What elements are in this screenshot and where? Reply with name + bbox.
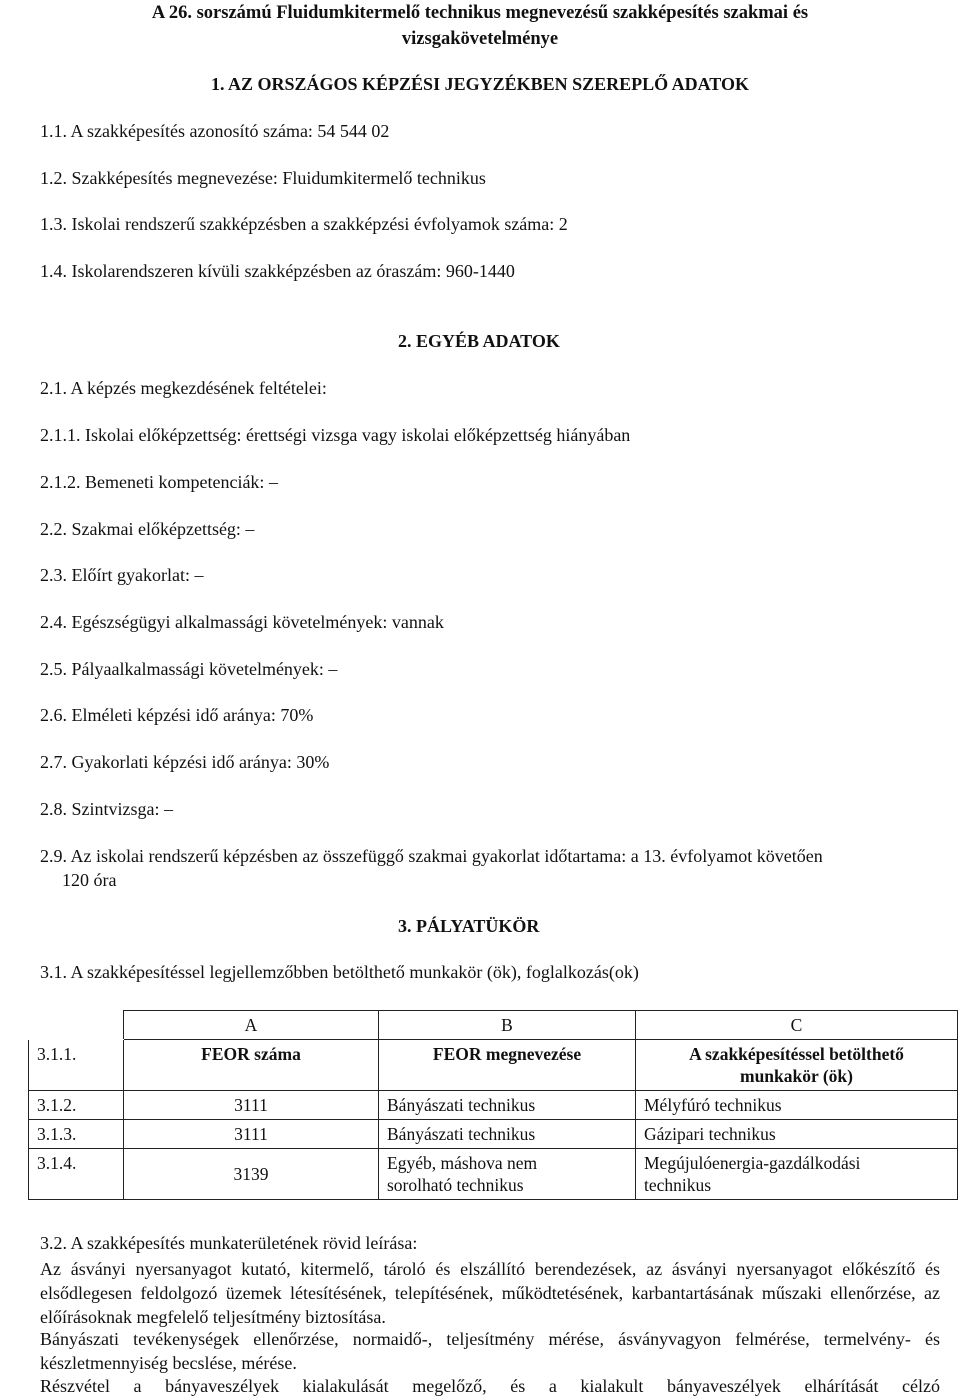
section-3-heading: 3. PÁLYATÜKÖR	[398, 916, 540, 936]
item-1-1: 1.1. A szakképesítés azonosító száma: 54 544 02	[40, 121, 390, 141]
item-1-2: 1.2. Szakképesítés megnevezése: Fluidumkitermelő technikus	[40, 168, 486, 188]
header-job-title	[636, 1040, 958, 1091]
item-2-7: 2.7. Gyakorlati képzési idő aránya: 30%	[40, 752, 330, 772]
description-paragraph-2: Bányászati tevékenységek ellenőrzése, normaidő-, teljesítmény mérése, ásványvagyon felmérése, termelvény- és készletmennyiség becslése, mérése.	[40, 1329, 940, 1373]
description-paragraph-1: Az ásványi nyersanyagot kutató, kitermelő, tároló és elszállító berendezések, az ásványi nyersanyagot előkészítő és elsődlegesen feldolgozó üzemek létesítésének, telepítésének, működtetésének, karbantartásának műszaki ellenőrzése, az előírásoknak megfelelő teljesítmény biztosítása.	[40, 1259, 940, 1327]
feor-name-line-2: sorolható technikus	[387, 1175, 524, 1195]
col-letter-b: B	[379, 1011, 636, 1040]
header-job-title-line-1: A szakképesítéssel betölthető	[689, 1044, 904, 1064]
job-title-cell: Gázipari technikus	[636, 1120, 958, 1149]
table-header-row	[29, 1040, 958, 1091]
table-row-number: 3.1.4.	[29, 1149, 124, 1200]
table-row-number: 3.1.2.	[29, 1091, 124, 1120]
item-2-6: 2.6. Elméleti képzési idő aránya: 70%	[40, 705, 314, 725]
table-row-number: 3.1.1.	[29, 1040, 124, 1091]
table-row	[29, 1149, 958, 1200]
job-title-line-2: technikus	[644, 1175, 712, 1195]
item-2-1: 2.1. A képzés megkezdésének feltételei:	[40, 378, 327, 398]
header-job-title-line-2: munkakör (ök)	[740, 1066, 853, 1086]
col-letter-a: A	[124, 1011, 379, 1040]
item-2-1-2: 2.1.2. Bemeneti kompetenciák: –	[40, 472, 278, 492]
table-row	[29, 1091, 958, 1120]
feor-number-cell: 3111	[124, 1091, 379, 1120]
title-line-2: vizsgakövetelménye	[401, 29, 559, 49]
header-feor-name: FEOR megnevezése	[379, 1040, 636, 1091]
item-2-9-line-1: 2.9. Az iskolai rendszerű képzésben az összefüggő szakmai gyakorlat időtartama: a 13. évfolyamot követően	[40, 846, 823, 866]
feor-name-cell: Bányászati technikus	[379, 1120, 636, 1149]
feor-table	[28, 1010, 958, 1200]
section-2-heading: 2. EGYÉB ADATOK	[398, 331, 560, 351]
item-1-3: 1.3. Iskolai rendszerű szakképzésben a szakképzési évfolyamok száma: 2	[40, 214, 568, 234]
col-letter-c: C	[636, 1011, 958, 1040]
job-title-cell	[636, 1149, 958, 1200]
item-2-4: 2.4. Egészségügyi alkalmassági követelmények: vannak	[40, 612, 444, 632]
table-row	[29, 1120, 958, 1149]
feor-name-line-1: Egyéb, máshova nem	[387, 1153, 538, 1173]
job-title-cell: Mélyfúró technikus	[636, 1091, 958, 1120]
item-2-3: 2.3. Előírt gyakorlat: –	[40, 565, 204, 585]
item-2-8: 2.8. Szintvizsga: –	[40, 799, 173, 819]
section-1-heading: 1. AZ ORSZÁGOS KÉPZÉSI JEGYZÉKBEN SZEREPLŐ ADATOK	[211, 74, 749, 94]
feor-number-cell: 3139	[124, 1149, 379, 1200]
item-2-1-1: 2.1.1. Iskolai előképzettség: érettségi vizsga vagy iskolai előképzettség hiányában	[40, 425, 631, 445]
document-title	[60, 0, 900, 52]
item-1-4: 1.4. Iskolarendszeren kívüli szakképzésben az óraszám: 960-1440	[40, 261, 515, 281]
item-3-2: 3.2. A szakképesítés munkaterületének rövid leírása:	[40, 1233, 418, 1253]
table-letter-row	[29, 1011, 958, 1040]
job-title-line-1: Megújulóenergia-gazdálkodási	[644, 1153, 861, 1173]
title-line-1: A 26. sorszámú Fluidumkitermelő technikus megnevezésű szakképesítés szakmai és	[151, 3, 809, 23]
feor-name-cell: Bányászati technikus	[379, 1091, 636, 1120]
table-row-number: 3.1.3.	[29, 1120, 124, 1149]
header-feor-number: FEOR száma	[124, 1040, 379, 1091]
item-3-1: 3.1. A szakképesítéssel legjellemzőbben betölthető munkakör (ök), foglalkozás(ok)	[40, 962, 639, 982]
description-paragraph-3: Részvétel a bányaveszélyek kialakulását megelőző, és a kialakult bányaveszélyek elhárítását célzó	[40, 1376, 940, 1396]
table-cell-empty	[29, 1011, 124, 1040]
feor-number-cell: 3111	[124, 1120, 379, 1149]
item-2-5: 2.5. Pályaalkalmassági követelmények: –	[40, 659, 338, 679]
item-2-2: 2.2. Szakmai előképzettség: –	[40, 519, 255, 539]
feor-name-cell	[379, 1149, 636, 1200]
item-2-9-line-2: 120 óra	[62, 870, 117, 890]
